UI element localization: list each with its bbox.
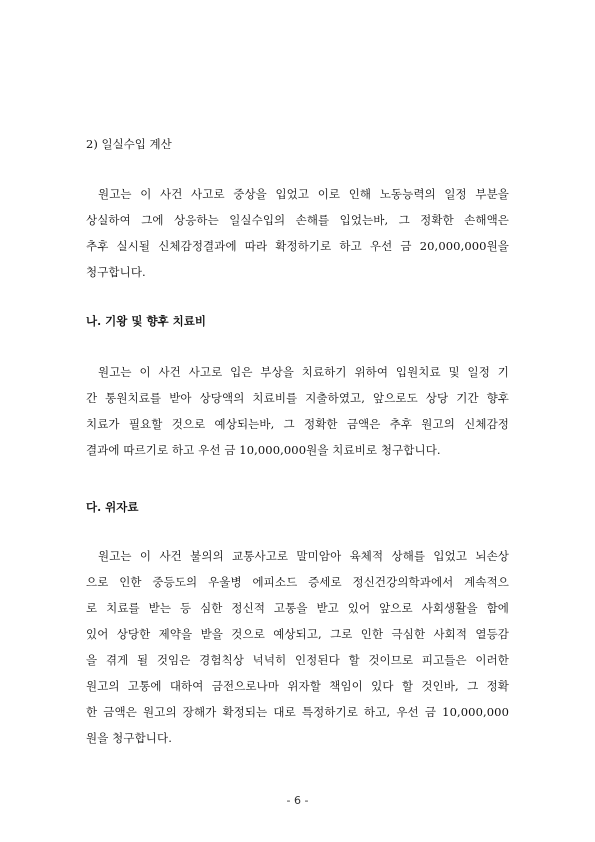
paragraph-consolation-money (86, 543, 509, 751)
paragraph-line: 원고의 고통에 대하여 금전으로나마 위자할 책임이 있다 할 것인바, 그 정확 (86, 679, 509, 693)
paragraph-line: 있어 상당한 제약을 받을 것으로 예상되고, 그로 인한 극심한 사회적 열등감 (86, 627, 509, 641)
paragraph-line: 한 금액은 원고의 장해가 확정되는 대로 특정하기로 하고, 우선 금 10,000,000 (86, 705, 509, 719)
page-number: - 6 - (286, 794, 309, 807)
paragraph-line: 결과에 따르기로 하고 우선 금 10,000,000원을 치료비로 청구합니다. (86, 443, 441, 457)
paragraph-line: 원을 청구합니다. (86, 731, 172, 745)
paragraph-line: 을 겪게 될 것임은 경험칙상 넉넉히 인정된다 할 것이므로 피고들은 이러한 (86, 653, 509, 667)
paragraph-line: 추후 실시될 신체감정결과에 따라 확정하기로 하고 우선 금 20,000,000원을 (86, 239, 509, 253)
paragraph-line: 원고는 이 사건 불의의 교통사고로 말미암아 육체적 상해를 입었고 뇌손상 (98, 549, 509, 563)
paragraph-line: 간 통원치료를 받아 상당액의 치료비를 지출하였고, 앞으로도 상당 기간 향후 (86, 391, 509, 405)
paragraph-line: 청구합니다. (86, 265, 146, 279)
section-heading-medical-expenses: 나. 기왕 및 향후 치료비 (86, 314, 206, 328)
paragraph-line: 원고는 이 사건 사고로 중상을 입었고 이로 인해 노동능력의 일정 부분을 (98, 187, 509, 201)
paragraph-line: 로 치료를 받는 등 심한 정신적 고통을 받고 있어 앞으로 사회생활을 함에 (86, 601, 509, 615)
paragraph-medical-expenses (86, 359, 509, 463)
paragraph-line: 원고는 이 사건 사고로 입은 부상을 치료하기 위하여 입원치료 및 일정 기 (98, 365, 509, 379)
section-heading-consolation-money: 다. 위자료 (86, 500, 139, 514)
paragraph-lost-income (86, 181, 509, 285)
paragraph-line: 치료가 필요할 것으로 예상되는바, 그 정확한 금액은 추후 원고의 신체감정 (86, 417, 509, 431)
section-heading-lost-income: 2) 일실수입 계산 (86, 137, 172, 151)
paragraph-line: 상실하여 그에 상응하는 일실수입의 손해를 입었는바, 그 정확한 손해액은 (86, 213, 509, 227)
paragraph-line: 으로 인한 중등도의 우울병 에피소드 증세로 정신건강의학과에서 계속적으 (86, 575, 509, 589)
